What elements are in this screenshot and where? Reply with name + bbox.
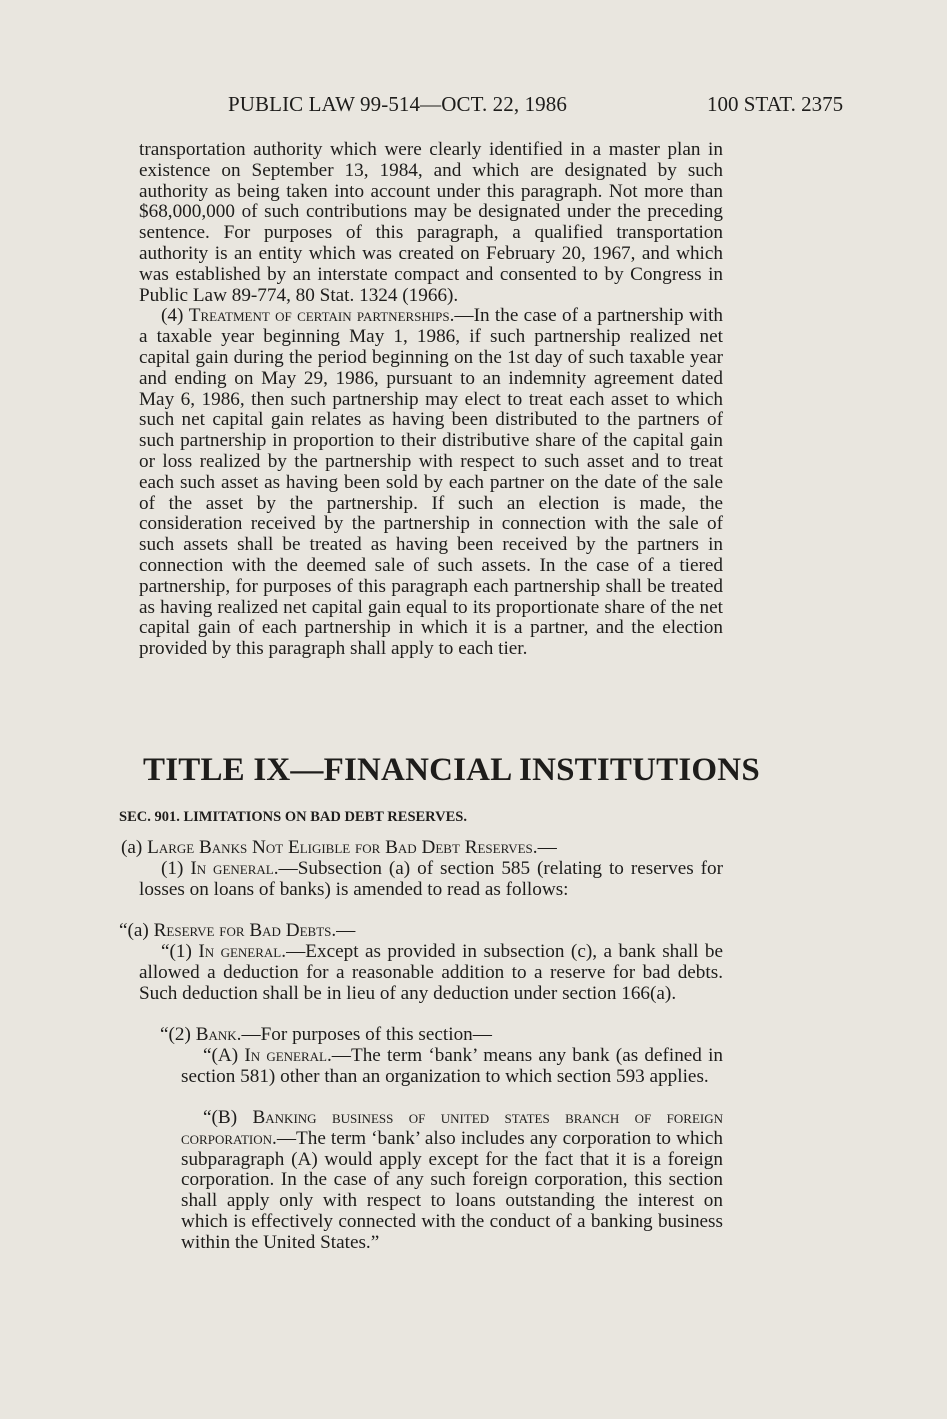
running-header: PUBLIC LAW 99-514—OCT. 22, 1986 (228, 92, 567, 116)
quoted-heading: In general. (198, 941, 287, 962)
quoted-subparagraph-B (181, 1108, 723, 1254)
quoted-number: “(B) (203, 1107, 238, 1128)
subsection-a (121, 838, 557, 859)
quoted-number: “(2) (160, 1024, 191, 1045)
title-heading: TITLE IX—FINANCIAL INSTITUTIONS (143, 752, 760, 788)
quoted-number: “(a) (119, 920, 149, 941)
paragraph-heading: Treatment of certain partnerships. (188, 305, 455, 327)
paragraph-number: (4) (161, 305, 184, 327)
heading-dash: — (537, 837, 557, 858)
paragraph-number: (1) (161, 858, 184, 879)
paragraph-a1 (139, 859, 723, 901)
quoted-text: —Except as provided in subsection (c), a bank shall be allowed a deduction for a reasonable addition to a reserve for bad debts. Such deduction shall be in lieu of any deduction under section 166(a). (139, 941, 724, 1004)
quoted-subparagraph-A (181, 1046, 723, 1088)
body-column-top (139, 140, 723, 660)
quoted-paragraph-1 (139, 942, 723, 1004)
section-heading: SEC. 901. LIMITATIONS ON BAD DEBT RESERVES. (119, 809, 467, 825)
heading-dash: — (336, 920, 356, 941)
quoted-heading: Reserve for Bad Debts. (153, 920, 337, 941)
quoted-subsection-a (119, 921, 355, 942)
quoted-text: —For purposes of this section— (241, 1024, 492, 1045)
paragraph-continuation: transportation authority which were clearly identified in a master plan in existence on September 13, 1984, and which are designated by such authority as being taken into account under this paragraph. Not more than $68,000,000 of such contributions may be designated under the preceding sentence. For purposes of this paragraph, a qualified transportation authority is an entity which was created on February 20, 1967, and which was established by an interstate compact and consented to by Congress in Public Law 89-774, 80 Stat. 1324 (1966). (139, 139, 723, 306)
quoted-number: “(A) (203, 1045, 239, 1066)
paragraph-heading: In general. (190, 858, 279, 879)
quoted-heading: Bank. (195, 1024, 242, 1045)
page-stat-number: 100 STAT. 2375 (707, 92, 844, 116)
paragraph-text: —Subsection (a) of section 585 (relating to reserves for losses on loans of banks) is amended to read as follows: (139, 858, 724, 900)
subsection-heading: Large Banks Not Eligible for Bad Debt Reserves. (147, 837, 538, 858)
quoted-text: —The term ‘bank’ means any bank (as defined in section 581) other than an organization to which section 593 applies. (181, 1045, 724, 1087)
paragraph-text: —In the case of a partnership with a taxable year beginning May 1, 1986, if such partnership realized net capital gain during the period beginning on the 1st day of such taxable year and ending on May 29, 1986, pursuant to an indemnity agreement dated May 6, 1986, then such partnership may elect to treat each asset to which such net capital gain relates as having been distributed to the partners of such partnership in proportion to their distributive share of the capital gain or loss realized by the partnership with respect to such asset and to treat each such asset as having been sold by each partner on the date of the sale of the asset by the partnership. If such an election is made, the consideration received by the partnership in connection with the sale of such assets shall be treated as having been received by the partners in connection with the deemed sale of such assets. In the case of a tiered partnership, for purposes of this paragraph each partnership shall be treated as having realized net capital gain equal to its proportionate share of the net capital gain of each partnership in which it is a partner, and the election provided by this paragraph shall apply to each tier. (139, 305, 723, 660)
subsection-number: (a) (121, 837, 143, 858)
quoted-heading: In general. (244, 1045, 332, 1066)
paragraph-4 (139, 306, 723, 660)
quoted-paragraph-2 (160, 1025, 492, 1046)
quoted-heading: Banking business of united states branch of foreign corporation. (181, 1107, 723, 1149)
quoted-number: “(1) (161, 941, 192, 962)
quoted-text: —The term ‘bank’ also includes any corporation to which subparagraph (A) would apply except for the fact that it is a foreign corporation. In the case of any such foreign corporation, this section shall apply only with respect to loans outstanding the interest on which is effectively connected with the conduct of a banking business within the United States.” (181, 1127, 723, 1253)
